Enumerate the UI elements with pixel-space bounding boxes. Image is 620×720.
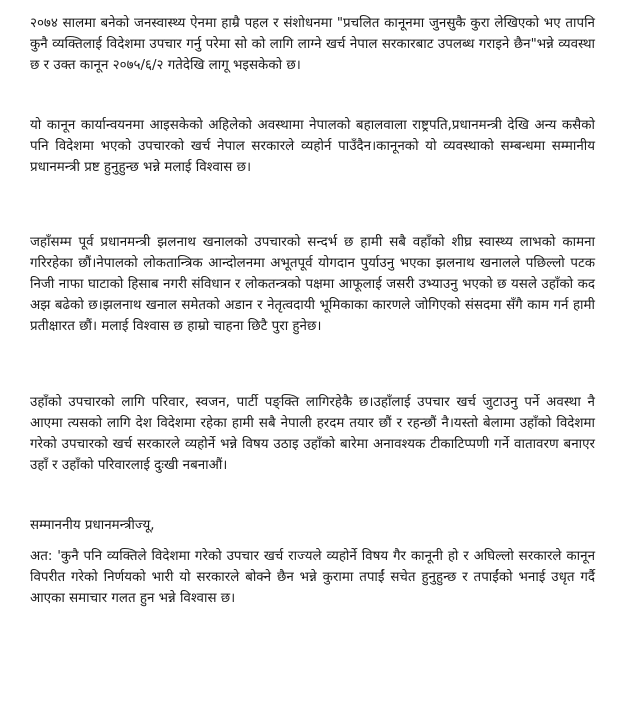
salutation: सम्माननीय प्रधानमन्त्रीज्यू, bbox=[30, 518, 155, 533]
paragraph-treatment-support: उहाँको उपचारको लागि परिवार, स्वजन, पार्टी पङ्क्ति लागिरहेकै छ।उहाँलाई उपचार खर्च जुटाउनु पर्ने अवस्था नै आएमा त्यसको लागि देश विदेशमा रहेका हामी सबै नेपाली हरदम तयार छौं र रहन्छौं नै।यस्तो बेलामा उहाँको विदेशमा गरेको उपचारको खर्च सरकारले व्यहोर्ने भन्ने विषय उठाइ उहाँको बारेमा अनावश्यक टीकाटिप्पणी गर्ने वातावरण बनाएर उहाँ र उहाँको परिवारलाई दुःखी नबनाऔं। bbox=[30, 395, 595, 473]
paragraph-conclusion: अत: 'कुनै पनि व्यक्तिले विदेशमा गरेको उपचार खर्च राज्यले व्यहोर्ने विषय गैर कानूनी हो र अघिल्लो सरकारले कानून विपरीत गरेको निर्णयको भारी यो सरकारले बोक्ने छैन भन्ने कुरामा तपाईं सचेत हुनुहुन्छ र तपाईंको भनाई उधृत गर्दै आएका समाचार गलत हुन भन्ने विश्वास छ। bbox=[30, 549, 596, 606]
paragraph-health-act: २०७४ सालमा बनेको जनस्वास्थ्य ऐनमा हाम्रै पहल र संशोधनमा "प्रचलित कानूनमा जुनसुकै कुरा लेखिएको भए तापनि कुनै व्यक्तिलाई विदेशमा उपचार गर्नु परेमा सो को लागि लाग्ने खर्च नेपाल सरकारबाट उपलब्ध गराइने छैन"भन्ने व्यवस्था छ र उक्त कानून २०७५/६/२ गतेदेखि लागू भइसकेको छ। bbox=[30, 16, 595, 73]
paragraph-law-implementation: यो कानून कार्यान्वयनमा आइसकेको अहिलेको अवस्थामा नेपालको बहालवाला राष्ट्रपति,प्रधानमन्त्री देखि अन्य कसैको पनि विदेशमा भएको उपचारको खर्च नेपाल सरकारले व्यहोर्न पाउँदैन।कानूनको यो व्यवस्थाको सम्बन्धमा सम्मानीय प्रधानमन्त्री प्रष्ट हुनुहुन्छ भन्ने मलाई विश्वास छ। bbox=[30, 118, 595, 175]
paragraph-jhalanath-khanal: जहाँसम्म पूर्व प्रधानमन्त्री झलनाथ खनालको उपचारको सन्दर्भ छ हामी सबै वहाँको शीघ्र स्वास्थ्य लाभको कामना गरिरहेका छौं।नेपालको लोकतान्त्रिक आन्दोलनमा अभूतपूर्व योगदान पुर्याउनु भएका झलनाथ खनालले पछिल्लो पटक निजी नाफा घाटाको हिसाब नगरी संविधान र लोकतन्त्रको पक्षमा आफूलाई जसरी उभ्याउनु भएको छ यसले उहाँको कद अझ बढेको छ।झलनाथ खनाल समेतको अडान र नेतृत्वदायी भूमिकाका कारणले जोगिएको संसदमा सँगै काम गर्न हामी प्रतीक्षारत छौं। मलाई विश्वास छ हाम्रो चाहना छिटै पुरा हुनेछ। bbox=[30, 235, 595, 334]
